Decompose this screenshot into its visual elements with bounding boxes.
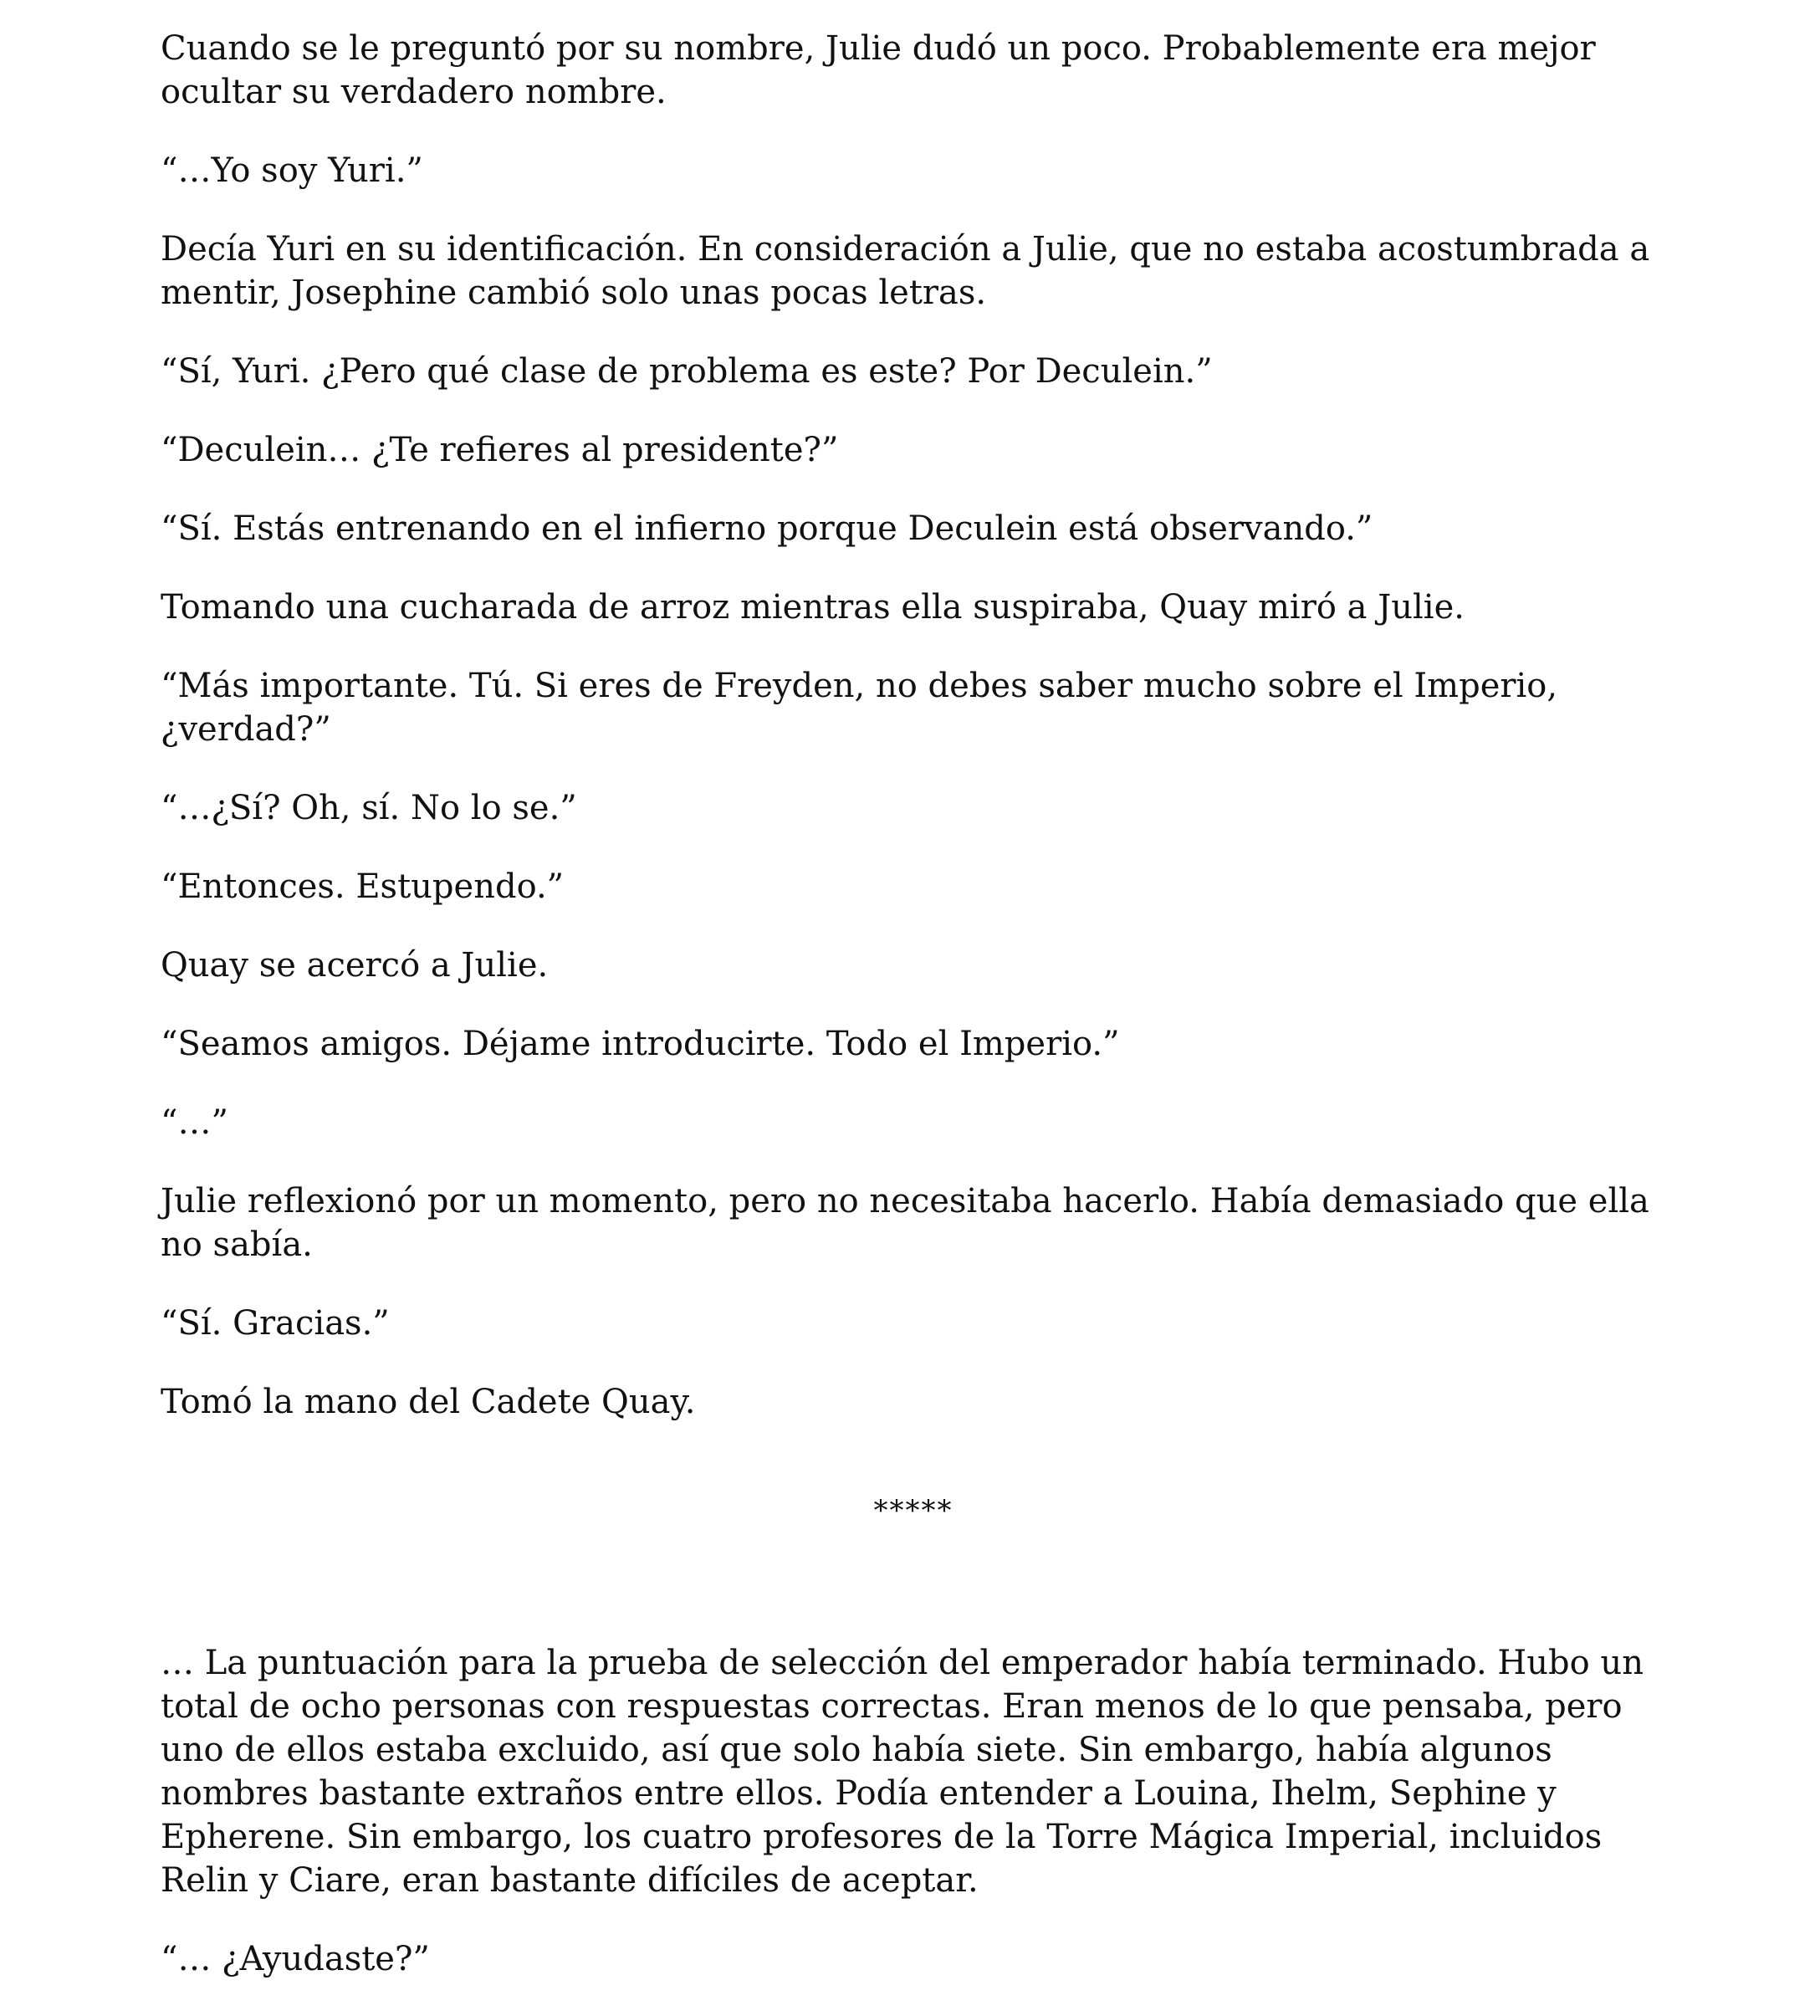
paragraph: “Sí. Gracias.” [161, 1304, 390, 1343]
paragraph: Julie reflexionó por un momento, pero no necesitaba hacerlo. Había demasiado que ella no sabía. [161, 1182, 1649, 1264]
paragraph: “Más importante. Tú. Si eres de Freyden, no debes saber mucho sobre el Imperio, ¿verdad?” [161, 667, 1558, 749]
paragraph: “…” [161, 1103, 228, 1142]
paragraph: “… ¿Ayudaste?” [161, 1940, 430, 1978]
paragraph: … La puntuación para la prueba de selección del emperador había terminado. Hubo un total de ocho personas con respuestas correctas. Eran menos de lo que pensaba, pero uno de ellos estaba excluido, así que solo había siete. Sin embargo, había algunos nombres bastante extraños entre ellos. Podía entender a Louina, Ihelm, Sephine y Epherene. Sin embargo, los cuatro profesores de la Torre Mágica Imperial, incluidos Relin y Ciare, eran bastante difíciles de aceptar. [161, 1644, 1644, 1900]
paragraph: “Deculein… ¿Te refieres al presidente?” [161, 431, 839, 469]
section-separator: ***** [873, 1494, 953, 1527]
paragraph: Decía Yuri en su identificación. En consideración a Julie, que no estaba acostumbrada a mentir, Josephine cambió solo unas pocas letras. [161, 230, 1650, 312]
paragraph: Cuando se le preguntó por su nombre, Julie dudó un poco. Probablemente era mejor ocultar su verdadero nombre. [161, 29, 1596, 111]
paragraph: Quay se acercó a Julie. [161, 946, 549, 985]
paragraph: “Seamos amigos. Déjame introducirte. Todo el Imperio.” [161, 1025, 1120, 1063]
paragraph: “Sí, Yuri. ¿Pero qué clase de problema es este? Por Deculein.” [161, 352, 1213, 391]
document-page [161, 27, 1666, 2016]
paragraph: “Entonces. Estupendo.” [161, 867, 565, 906]
paragraph: “…¿Sí? Oh, sí. No lo se.” [161, 789, 577, 827]
paragraph: “…Yo soy Yuri.” [161, 151, 423, 190]
paragraph: “Sí. Estás entrenando en el infierno porque Deculein está observando.” [161, 509, 1373, 548]
paragraph: Tomó la mano del Cadete Quay. [161, 1383, 696, 1421]
paragraph: Tomando una cucharada de arroz mientras ella suspiraba, Quay miró a Julie. [161, 588, 1465, 627]
